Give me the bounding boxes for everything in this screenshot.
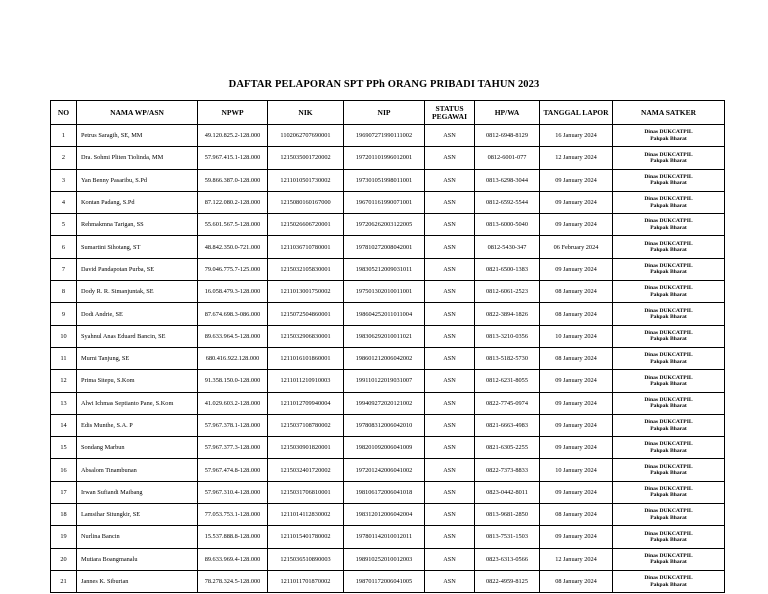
cell-satker [613,281,725,303]
cell-status: ASN [425,570,475,592]
cell-npwp: 57.967.474.8-128.000 [198,459,268,481]
satker-line-1: Dinas DUKCATPIL [644,173,693,180]
header-nip: NIP [344,101,425,125]
cell-satker [613,191,725,213]
table-row [51,325,725,347]
cell-nama: Edis Munthe, S.A. P [77,414,198,436]
cell-tanggal: 09 January 2024 [540,191,613,213]
cell-nik: 1211036710780001 [268,236,344,258]
cell-npwp: 87.674.698.3-086.000 [198,303,268,325]
cell-hp: 0813-6298-3044 [475,169,540,191]
cell-tanggal: 08 January 2024 [540,347,613,369]
cell-status: ASN [425,325,475,347]
cell-npwp: 55.601.567.5-128.000 [198,214,268,236]
cell-satker [613,526,725,548]
cell-tanggal: 09 January 2024 [540,258,613,280]
cell-hp: 0822-7745-0974 [475,392,540,414]
table-row [51,258,725,280]
cell-nama: David Pandapotan Purba, SE [77,258,198,280]
satker-line-2: Pakpak Bharat [650,536,687,543]
satker-line-2: Pakpak Bharat [650,559,687,566]
cell-satker [613,548,725,570]
satker-line-2: Pakpak Bharat [650,403,687,410]
cell-status: ASN [425,191,475,213]
cell-nip: 198701172006041005 [344,570,425,592]
cell-tanggal: 08 January 2024 [540,303,613,325]
cell-hp: 0822-4959-8125 [475,570,540,592]
cell-nama: Petrus Saragih, SE, MM [77,125,198,147]
cell-satker [613,325,725,347]
table-row [51,147,725,169]
table-row [51,414,725,436]
cell-npwp: 91.358.150.0-128.000 [198,370,268,392]
cell-nama: Alwi Ichmas Septianto Pane, S.Kom [77,392,198,414]
satker-line-2: Pakpak Bharat [650,470,687,477]
cell-nik: 1215032105830001 [268,258,344,280]
cell-nama: Kontan Padang, S.Pd [77,191,198,213]
cell-status: ASN [425,548,475,570]
cell-npwp: 59.866.387.0-128.000 [198,169,268,191]
cell-nama: Lamsihar Situngkir, SE [77,504,198,526]
satker-line-1: Dinas DUKCATPIL [644,218,693,225]
table-row [51,303,725,325]
satker-line-2: Pakpak Bharat [650,202,687,209]
cell-npwp: 77.053.753.1-128.000 [198,504,268,526]
cell-npwp: 57.967.310.4-128.000 [198,481,268,503]
cell-npwp: 57.967.378.1-128.000 [198,414,268,436]
header-nama: NAMA WP/ASN [77,101,198,125]
satker-line-1: Dinas DUKCATPIL [644,396,693,403]
cell-tanggal: 09 January 2024 [540,437,613,459]
cell-nama: Irwan Sufiandi Maibang [77,481,198,503]
cell-nik: 1211010501730002 [268,169,344,191]
cell-no: 2 [51,147,77,169]
cell-no: 18 [51,504,77,526]
cell-nip: 197201242006041002 [344,459,425,481]
satker-line-1: Dinas DUKCATPIL [644,575,693,582]
cell-nama: Jannes K. Siburian [77,570,198,592]
satker-line-1: Dinas DUKCATPIL [644,552,693,559]
cell-nik: 1215035001720002 [268,147,344,169]
cell-nip: 197201101996012001 [344,147,425,169]
cell-hp: 0823-6313-0566 [475,548,540,570]
satker-line-1: Dinas DUKCATPIL [644,285,693,292]
table-row [51,214,725,236]
cell-nik: 1211011210910003 [268,370,344,392]
satker-line-1: Dinas DUKCATPIL [644,485,693,492]
spt-report-table [50,100,725,593]
satker-line-2: Pakpak Bharat [650,492,687,499]
satker-line-1: Dinas DUKCATPIL [644,441,693,448]
cell-no: 3 [51,169,77,191]
document-title: DAFTAR PELAPORAN SPT PPh ORANG PRIBADI TAHUN 2023 [228,79,540,90]
cell-hp: 0821-6500-1383 [475,258,540,280]
header-tanggal: TANGGAL LAPOR [540,101,613,125]
cell-satker [613,504,725,526]
cell-nik: 1211015401780002 [268,526,344,548]
satker-line-2: Pakpak Bharat [650,269,687,276]
cell-no: 10 [51,325,77,347]
cell-nama: Dodi Andrie, SE [77,303,198,325]
cell-satker [613,370,725,392]
cell-nama: Prima Sitepu, S.Kom [77,370,198,392]
cell-npwp: 16.058.479.3-128.000 [198,281,268,303]
satker-line-2: Pakpak Bharat [650,291,687,298]
cell-nip: 198604252011011004 [344,303,425,325]
cell-satker [613,214,725,236]
cell-status: ASN [425,504,475,526]
cell-nama: Dody R. R. Simanjuntak, SE [77,281,198,303]
cell-nik: 1215031706810001 [268,481,344,503]
cell-tanggal: 08 January 2024 [540,504,613,526]
cell-nik: 1215072504860001 [268,303,344,325]
cell-hp: 0813-5182-5730 [475,347,540,369]
cell-no: 20 [51,548,77,570]
cell-satker [613,147,725,169]
cell-nik: 1215032906830001 [268,325,344,347]
cell-nik: 1211013001750002 [268,281,344,303]
cell-no: 12 [51,370,77,392]
cell-nama: Absalom Tinambunan [77,459,198,481]
satker-line-1: Dinas DUKCATPIL [644,352,693,359]
cell-nik: 1215080160167000 [268,191,344,213]
cell-tanggal: 08 January 2024 [540,281,613,303]
satker-line-2: Pakpak Bharat [650,358,687,365]
table-row [51,236,725,258]
cell-npwp: 15.537.888.8-128.000 [198,526,268,548]
table-row [51,125,725,147]
cell-nip: 198305212009031011 [344,258,425,280]
cell-hp: 0822-3894-1826 [475,303,540,325]
cell-satker [613,392,725,414]
cell-npwp: 41.029.603.2-128.000 [198,392,268,414]
cell-npwp: 89.633.969.4-128.000 [198,548,268,570]
cell-nik: 1215030901820001 [268,437,344,459]
cell-status: ASN [425,481,475,503]
cell-tanggal: 10 January 2024 [540,325,613,347]
cell-hp: 0813-3210-0356 [475,325,540,347]
cell-nama: Dra. Sohmi Pliten Tiolinda, MM [77,147,198,169]
cell-nip: 198312012006042004 [344,504,425,526]
cell-tanggal: 06 February 2024 [540,236,613,258]
cell-npwp: 57.967.377.3-128.000 [198,437,268,459]
cell-tanggal: 08 January 2024 [540,570,613,592]
header-nik: NIK [268,101,344,125]
satker-line-1: Dinas DUKCATPIL [644,419,693,426]
satker-line-1: Dinas DUKCATPIL [644,129,693,136]
cell-satker [613,303,725,325]
satker-line-2: Pakpak Bharat [650,157,687,164]
cell-status: ASN [425,526,475,548]
cell-satker [613,169,725,191]
cell-no: 4 [51,191,77,213]
satker-line-1: Dinas DUKCATPIL [644,240,693,247]
table-row [51,392,725,414]
cell-tanggal: 09 January 2024 [540,392,613,414]
cell-nip: 198910252010012003 [344,548,425,570]
table-row [51,459,725,481]
cell-hp: 0812-6231-8055 [475,370,540,392]
satker-line-1: Dinas DUKCATPIL [644,463,693,470]
cell-hp: 0821-6663-4983 [475,414,540,436]
satker-line-2: Pakpak Bharat [650,425,687,432]
table-row [51,281,725,303]
cell-nip: 198601212006042002 [344,347,425,369]
cell-satker [613,570,725,592]
cell-status: ASN [425,147,475,169]
cell-no: 13 [51,392,77,414]
cell-nik: 1102062707690001 [268,125,344,147]
cell-hp: 0823-0442-8011 [475,481,540,503]
cell-status: ASN [425,281,475,303]
cell-nama: Yan Benny Pasaribu, S.Pd [77,169,198,191]
cell-tanggal: 09 January 2024 [540,370,613,392]
cell-no: 21 [51,570,77,592]
cell-satker [613,125,725,147]
cell-tanggal: 16 January 2024 [540,125,613,147]
cell-satker [613,459,725,481]
cell-no: 7 [51,258,77,280]
cell-nip: 197501302010011001 [344,281,425,303]
cell-tanggal: 09 January 2024 [540,526,613,548]
cell-npwp: 89.633.964.5-128.000 [198,325,268,347]
satker-line-1: Dinas DUKCATPIL [644,530,693,537]
cell-hp: 0821-6305-2255 [475,437,540,459]
cell-npwp: 48.842.350.0-721.000 [198,236,268,258]
cell-status: ASN [425,437,475,459]
cell-status: ASN [425,125,475,147]
cell-nik: 1211014112830002 [268,504,344,526]
cell-nip: 197808312006042010 [344,414,425,436]
cell-hp: 0813-9681-2850 [475,504,540,526]
cell-nip: 198201092006041009 [344,437,425,459]
cell-status: ASN [425,169,475,191]
cell-status: ASN [425,236,475,258]
satker-line-2: Pakpak Bharat [650,247,687,254]
cell-nip: 199110122019031007 [344,370,425,392]
table-row [51,526,725,548]
cell-no: 15 [51,437,77,459]
satker-line-2: Pakpak Bharat [650,514,687,521]
cell-tanggal: 09 January 2024 [540,481,613,503]
cell-npwp: 79.046.775.7-125.000 [198,258,268,280]
table-row [51,347,725,369]
cell-nip: 197810272008042001 [344,236,425,258]
cell-nip: 196907271990111002 [344,125,425,147]
cell-status: ASN [425,347,475,369]
header-satker: NAMA SATKER [613,101,725,125]
cell-no: 16 [51,459,77,481]
table-row [51,481,725,503]
table-row [51,504,725,526]
cell-nik: 1215037108780002 [268,414,344,436]
cell-nip: 198306292010011021 [344,325,425,347]
cell-no: 6 [51,236,77,258]
cell-nama: Sondang Marbun [77,437,198,459]
cell-hp: 0813-7531-1503 [475,526,540,548]
header-no: NO [51,101,77,125]
satker-line-2: Pakpak Bharat [650,224,687,231]
cell-no: 17 [51,481,77,503]
cell-nik: 1215036510890003 [268,548,344,570]
cell-npwp: 49.120.825.2-128.000 [198,125,268,147]
satker-line-1: Dinas DUKCATPIL [644,329,693,336]
cell-status: ASN [425,303,475,325]
cell-satker [613,414,725,436]
cell-tanggal: 12 January 2024 [540,147,613,169]
cell-satker [613,437,725,459]
satker-line-2: Pakpak Bharat [650,581,687,588]
table-header-row [51,101,725,125]
cell-satker [613,236,725,258]
cell-hp: 0812-6948-8129 [475,125,540,147]
header-status: STATUS PEGAWAI [425,101,475,125]
cell-nik: 1211012709940004 [268,392,344,414]
cell-nik: 1211011701870002 [268,570,344,592]
cell-tanggal: 12 January 2024 [540,548,613,570]
cell-satker [613,481,725,503]
cell-nip: 197206262003122005 [344,214,425,236]
cell-status: ASN [425,258,475,280]
table-row [51,370,725,392]
table-row [51,548,725,570]
cell-nama: Mutiara Boangmanalu [77,548,198,570]
satker-line-2: Pakpak Bharat [650,336,687,343]
satker-line-2: Pakpak Bharat [650,180,687,187]
cell-satker [613,347,725,369]
cell-nik: 1211016101860001 [268,347,344,369]
satker-line-1: Dinas DUKCATPIL [644,151,693,158]
cell-nip: 196701161990071001 [344,191,425,213]
cell-tanggal: 09 January 2024 [540,414,613,436]
header-npwp: NPWP [198,101,268,125]
satker-line-2: Pakpak Bharat [650,447,687,454]
cell-satker [613,258,725,280]
cell-npwp: 78.278.324.5-128.000 [198,570,268,592]
cell-no: 1 [51,125,77,147]
cell-nip: 197301051998011001 [344,169,425,191]
cell-hp: 0813-6000-5040 [475,214,540,236]
satker-line-1: Dinas DUKCATPIL [644,196,693,203]
cell-nama: Nurlina Bancin [77,526,198,548]
cell-nik: 1215032401720002 [268,459,344,481]
cell-no: 19 [51,526,77,548]
table-row [51,169,725,191]
cell-nip: 199409272020121002 [344,392,425,414]
cell-status: ASN [425,414,475,436]
table-row [51,191,725,213]
satker-line-2: Pakpak Bharat [650,380,687,387]
cell-status: ASN [425,214,475,236]
cell-tanggal: 09 January 2024 [540,214,613,236]
cell-hp: 0812-6592-5544 [475,191,540,213]
cell-nama: Rehmakmna Tarigan, SS [77,214,198,236]
satker-line-2: Pakpak Bharat [650,135,687,142]
cell-hp: 0822-7373-8833 [475,459,540,481]
cell-status: ASN [425,459,475,481]
cell-nik: 1215026606720001 [268,214,344,236]
satker-line-1: Dinas DUKCATPIL [644,263,693,270]
cell-no: 9 [51,303,77,325]
header-hp: HP/WA [475,101,540,125]
satker-line-1: Dinas DUKCATPIL [644,508,693,515]
cell-tanggal: 10 January 2024 [540,459,613,481]
cell-nip: 198106172006041018 [344,481,425,503]
satker-line-2: Pakpak Bharat [650,314,687,321]
cell-hp: 0812-6061-2523 [475,281,540,303]
satker-line-1: Dinas DUKCATPIL [644,307,693,314]
cell-nama: Sumartini Sihotang, ST [77,236,198,258]
cell-npwp: 57.967.415.1-128.000 [198,147,268,169]
cell-npwp: 87.122.080.2-128.000 [198,191,268,213]
cell-nama: Murni Tanjung, SE [77,347,198,369]
cell-npwp: 680.416.922.128.000 [198,347,268,369]
table-row [51,437,725,459]
cell-hp: 0812-6001-077 [475,147,540,169]
cell-status: ASN [425,370,475,392]
satker-line-1: Dinas DUKCATPIL [644,374,693,381]
cell-nama: Syahnul Anas Eduard Bancin, SE [77,325,198,347]
cell-no: 11 [51,347,77,369]
cell-no: 5 [51,214,77,236]
cell-status: ASN [425,392,475,414]
table-row [51,570,725,592]
cell-nip: 197801142010012011 [344,526,425,548]
cell-tanggal: 09 January 2024 [540,169,613,191]
cell-no: 8 [51,281,77,303]
cell-no: 14 [51,414,77,436]
cell-hp: 0812-5430-347 [475,236,540,258]
